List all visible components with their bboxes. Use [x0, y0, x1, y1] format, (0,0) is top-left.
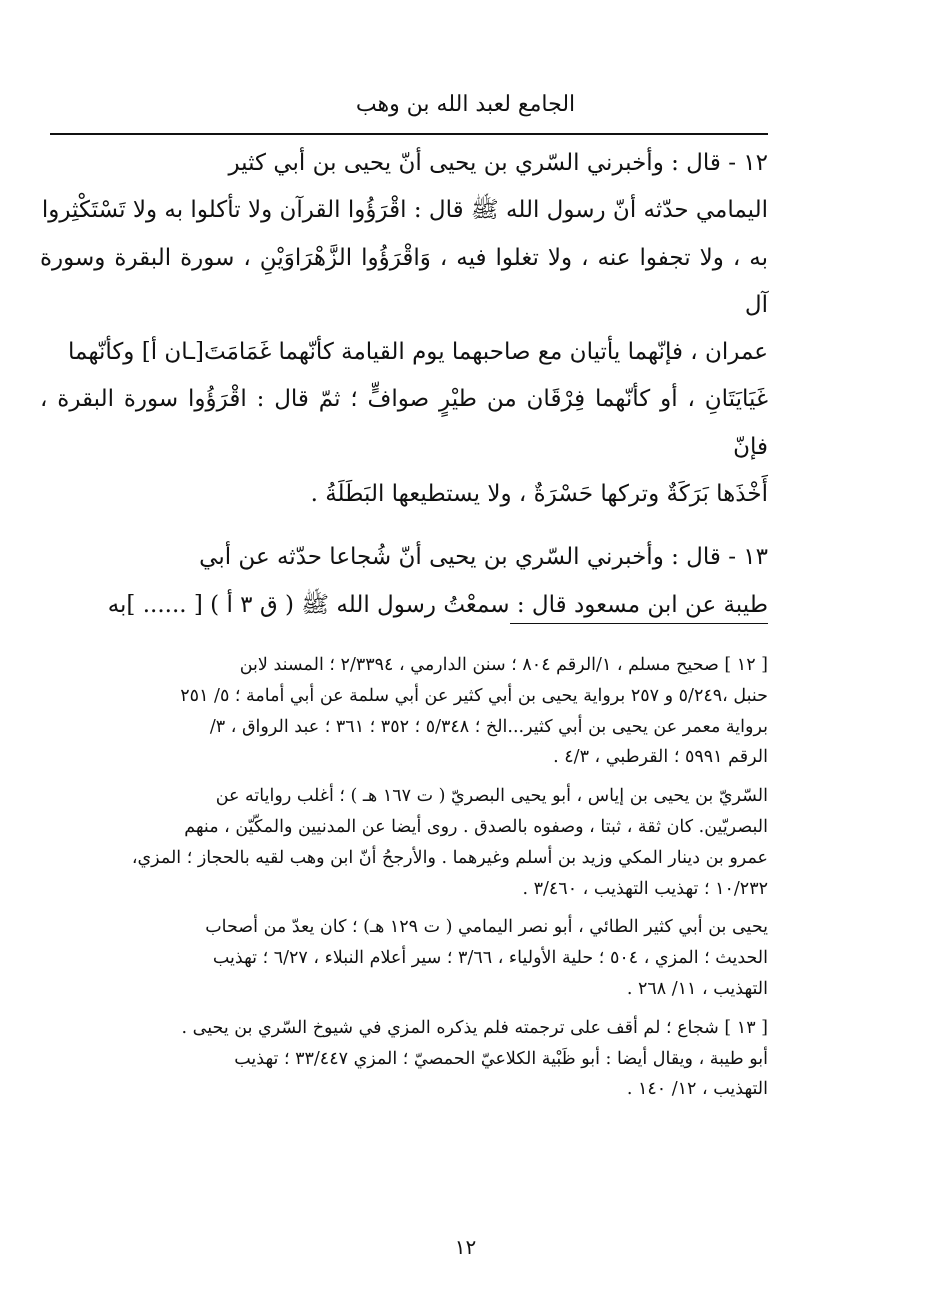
footnote-line: أبو طيبة ، ويقال أيضا : أبو ظَبْية الكلاعيّ الحمصيّ ؛ المزي ٣٣/٤٤٧ ؛ تهذيب — [234, 1048, 768, 1069]
footnote-rule — [510, 623, 768, 624]
footnote-line: حنبل ،٥/٢٤٩ و ٢٥٧ برواية يحيى بن أبي كثير عن أبي سلمة عن أبي أمامة ؛ ٥/ ٢٥١ — [180, 685, 768, 706]
text-line: طيبة عن ابن مسعود قال : سمعْتُ رسول الله ﷺ ( ق ٣ أ ) [ ...... ]به — [107, 591, 768, 618]
footnote-line: [ ١٣ ] شجاع ؛ لم أقف على ترجمته فلم يذكره المزي في شيوخ السّري بن يحيى . — [181, 1017, 768, 1038]
footnote-line: الحديث ؛ المزي ، ٥٠٤ ؛ حلية الأولياء ، ٣/٦٦ ؛ سير أعلام النبلاء ، ٦/٢٧ ؛ تهذيب — [212, 948, 768, 969]
page-number: ١٢ — [454, 1235, 477, 1259]
text-line: اليمامي حدّثه أنّ رسول الله ﷺ قال : اقْرَؤُوا القرآن ولا تأكلوا به ولا تَسْتَكْثِروا — [41, 197, 768, 224]
running-title: الجامع لعبد الله بن وهب — [355, 92, 576, 117]
footnote-line: التهذيب ، ١٢/ ١٤٠ . — [626, 1079, 768, 1100]
footnote-line: عمرو بن دينار المكي وزيد بن أسلم وغيرهما . والأرجحُ أنّ ابن وهب لقيه بالحجاز ؛ المزي، — [131, 847, 768, 868]
text-line: به ، ولا تجفوا عنه ، ولا تغلوا فيه ، وَاقْرَؤُوا الزَّهْرَاوَيْنِ ، سورة البقرة وسورة آل — [40, 244, 768, 318]
footnote-line: برواية معمر عن يحيى بن أبي كثير...الخ ؛ ٥/٣٤٨ ؛ ٣٥٢ ؛ ٣٦١ ؛ عبد الرواق ، ٣/ — [209, 716, 768, 737]
text-line: عمران ، فإنّهما يأتيان مع صاحبهما يوم القيامة كأنّهما غَمَامَتَ[ـان أ] وكأنّهما — [68, 339, 768, 366]
footnote-line: البصريّين. كان ثقة ، ثبتا ، وصفوه بالصدق . روى أيضا عن المدنيين والمكّيّن ، منهم — [184, 816, 768, 837]
footnote-line: التهذيب ، ١١/ ٢٦٨ . — [626, 978, 768, 999]
text-line: ١٣ - قال : وأخبرني السّري بن يحيى أنّ شُجاعا حدّثه عن أبي — [199, 544, 768, 571]
footnotes — [40, 650, 768, 1105]
text-line: غَيَايَتَانِ ، أو كأنّهما فِرْقَان من طيْرٍ صوافٍّ ؛ ثمّ قال : اقْرَؤُوا سورة البقرة ، فإنّ — [40, 386, 768, 460]
text-line: أَخْذَها بَرَكَةٌ وتركها حَسْرَةٌ ، ولا يستطيعها البَطَلَةُ . — [310, 481, 768, 508]
footnote-line: يحيى بن أبي كثير الطائي ، أبو نصر اليمامي ( ت ١٢٩ هـ) ؛ كان يعدّ من أصحاب — [205, 917, 768, 938]
footnote-line: الرقم ٥٩٩١ ؛ القرطبي ، ٤/٣ . — [553, 747, 768, 768]
header-rule — [50, 133, 768, 135]
footnote-line: السّريّ بن يحيى بن إياس ، أبو يحيى البصريّ ( ت ١٦٧ هـ ) ؛ أغلب رواياته عن — [215, 786, 768, 807]
main-text — [40, 140, 768, 629]
text-line: ١٢ - قال : وأخبرني السّري بن يحيى أنّ يحيى بن أبي كثير — [228, 150, 768, 176]
footnote-line: ١٠/٢٣٢ ؛ تهذيب التهذيب ، ٣/٤٦٠ . — [522, 878, 768, 899]
footnote-line: [ ١٢ ] صحيح مسلم ، ١/الرقم ٨٠٤ ؛ سنن الدارمي ، ٢/٣٣٩٤ ؛ المسند لابن — [239, 655, 768, 675]
